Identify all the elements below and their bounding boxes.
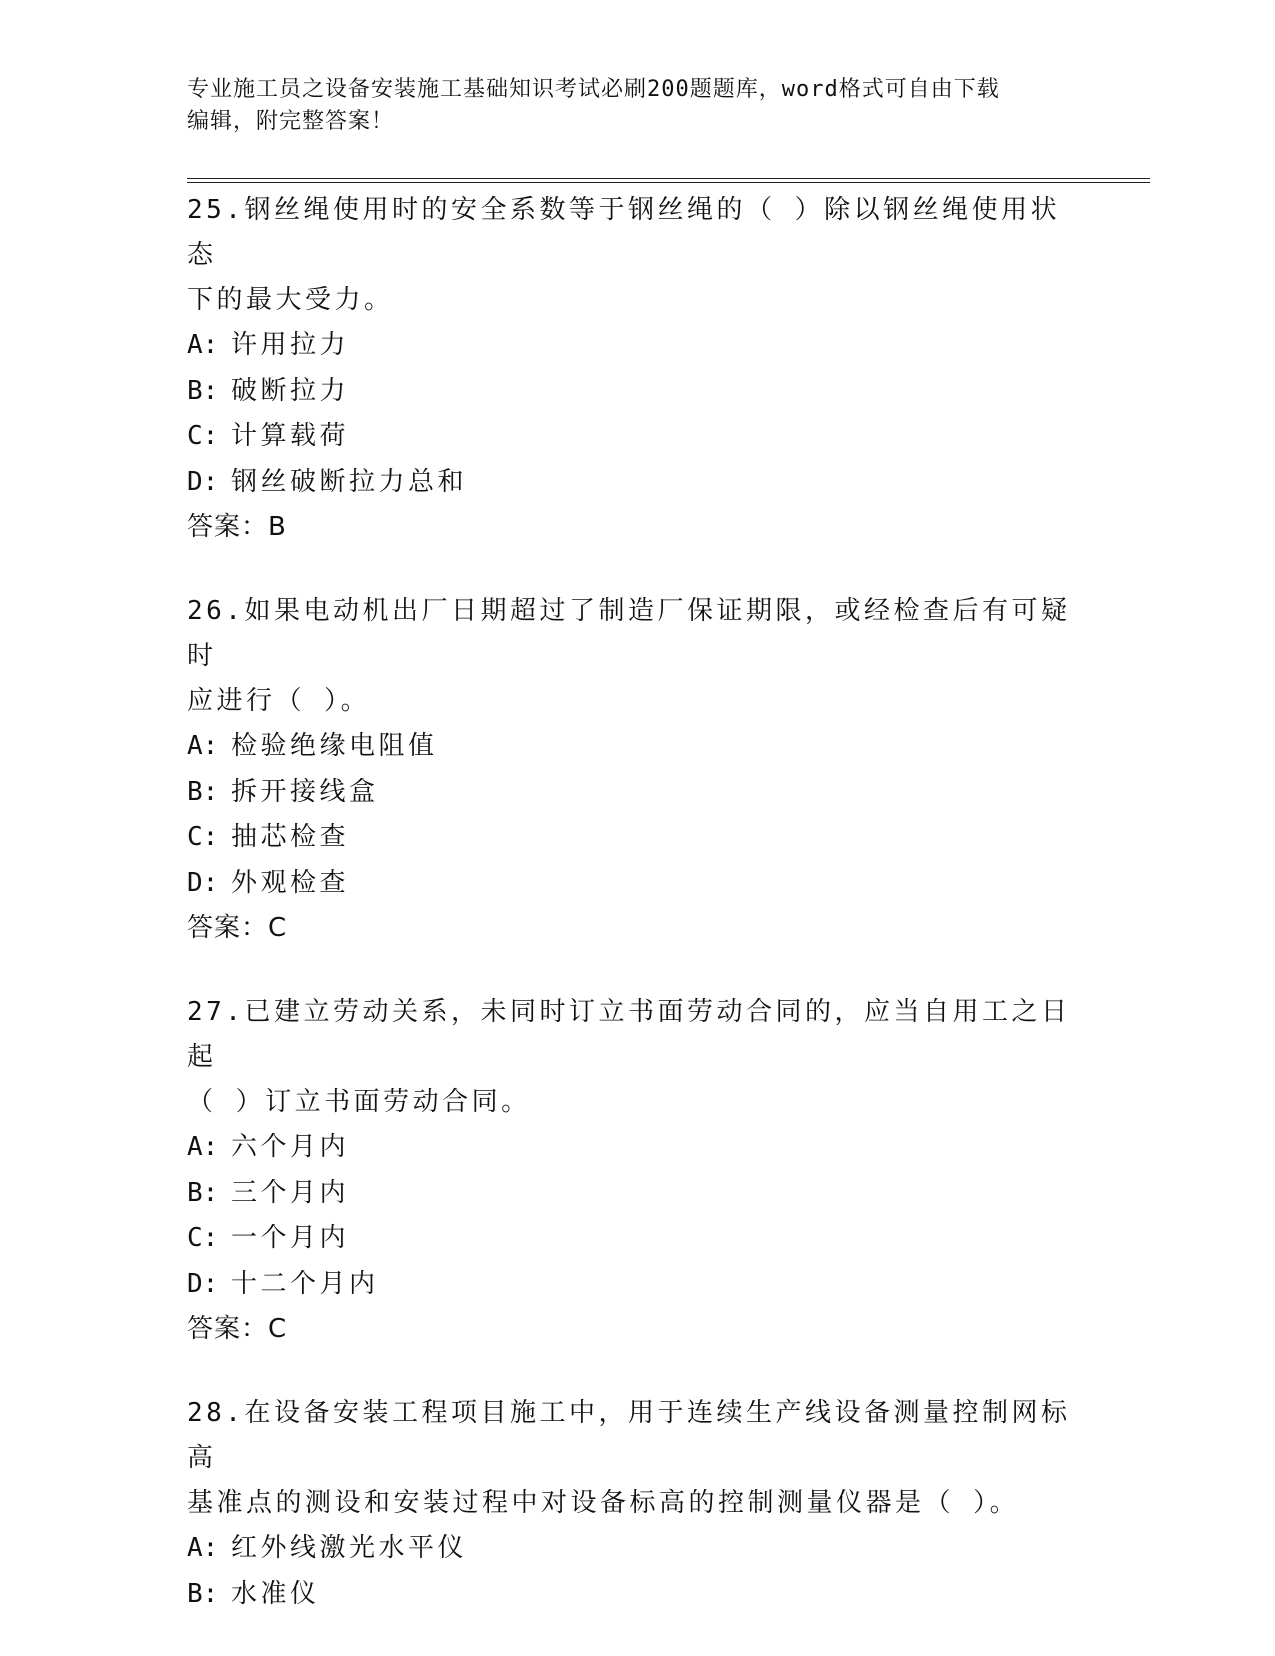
- option-text: 外观检查: [231, 867, 350, 898]
- option-d: [187, 861, 1087, 907]
- option-text: 检验绝缘电阻值: [231, 731, 438, 761]
- option-key: D:: [187, 1268, 219, 1299]
- option-key: D:: [187, 466, 219, 497]
- option-b: [187, 770, 1087, 816]
- option-d: [187, 1262, 1087, 1308]
- answer-line: 答案：B: [187, 512, 287, 542]
- answer-line: 答案：C: [187, 913, 288, 943]
- question-stem-line-2: 基准点的测设和安装过程中对设备标高的控制测量仪器是（ ）。: [187, 1488, 1020, 1518]
- question-26: [187, 589, 1087, 951]
- question-25: [187, 188, 1087, 550]
- option-key: B:: [187, 1578, 219, 1609]
- option-c: [187, 815, 1087, 861]
- option-a: [187, 323, 1087, 369]
- option-key: C:: [187, 421, 219, 451]
- option-key: B:: [187, 1177, 219, 1208]
- option-text: 十二个月内: [231, 1268, 379, 1299]
- question-stem-line-2: 应进行（ ）。: [187, 686, 371, 716]
- question-stem-line-2: 下的最大受力。: [187, 285, 394, 315]
- answer-line: 答案：C: [187, 1314, 288, 1344]
- option-text: 三个月内: [231, 1177, 350, 1208]
- option-a: [187, 1526, 1087, 1572]
- option-text: 水准仪: [231, 1578, 320, 1609]
- option-d: [187, 460, 1087, 506]
- option-a: [187, 1125, 1087, 1171]
- question-stem: [187, 188, 1087, 323]
- question-27: [187, 990, 1087, 1352]
- option-c: [187, 1216, 1087, 1262]
- question-stem: [187, 990, 1087, 1125]
- option-key: A:: [187, 1132, 219, 1162]
- question-stem-line-1: 26.如果电动机出厂日期超过了制造厂保证期限，或经检查后有可疑时: [187, 596, 1071, 671]
- option-text: 抽芯检查: [231, 822, 350, 852]
- option-a: [187, 724, 1087, 770]
- option-text: 红外线激光水平仪: [231, 1533, 468, 1563]
- option-key: B:: [187, 375, 219, 406]
- option-b: [187, 369, 1087, 415]
- question-28: [187, 1391, 1087, 1617]
- option-b: [187, 1572, 1087, 1618]
- option-text: 许用拉力: [231, 330, 350, 360]
- question-stem-line-1: 28.在设备安装工程项目施工中，用于连续生产线设备测量控制网标高: [187, 1398, 1071, 1473]
- question-stem-line-1: 27.已建立劳动关系，未同时订立书面劳动合同的，应当自用工之日起: [187, 997, 1071, 1072]
- question-list: [187, 188, 1087, 1656]
- option-c: [187, 414, 1087, 460]
- option-key: C:: [187, 822, 219, 852]
- option-key: C:: [187, 1223, 219, 1253]
- option-key: A:: [187, 330, 219, 360]
- document-header: [187, 74, 1067, 138]
- option-text: 计算载荷: [231, 421, 350, 451]
- option-key: B:: [187, 776, 219, 807]
- question-stem: [187, 589, 1087, 724]
- option-text: 钢丝破断拉力总和: [231, 466, 468, 497]
- question-stem-line-2: （ ）订立书面劳动合同。: [187, 1087, 531, 1117]
- option-key: A:: [187, 1533, 219, 1563]
- header-title-line-2: 编辑，附完整答案！: [187, 109, 395, 134]
- header-divider: [187, 178, 1150, 183]
- option-b: [187, 1171, 1087, 1217]
- question-stem: [187, 1391, 1087, 1526]
- option-text: 一个月内: [231, 1223, 350, 1253]
- option-text: 破断拉力: [231, 375, 350, 406]
- option-key: A:: [187, 731, 219, 761]
- question-stem-line-1: 25.钢丝绳使用时的安全系数等于钢丝绳的（ ）除以钢丝绳使用状态: [187, 195, 1061, 270]
- option-key: D:: [187, 867, 219, 898]
- option-text: 拆开接线盒: [231, 776, 379, 807]
- header-title-line-1: 专业施工员之设备安装施工基础知识考试必刷200题题库，word格式可自由下载: [187, 77, 1000, 102]
- option-text: 六个月内: [231, 1132, 350, 1162]
